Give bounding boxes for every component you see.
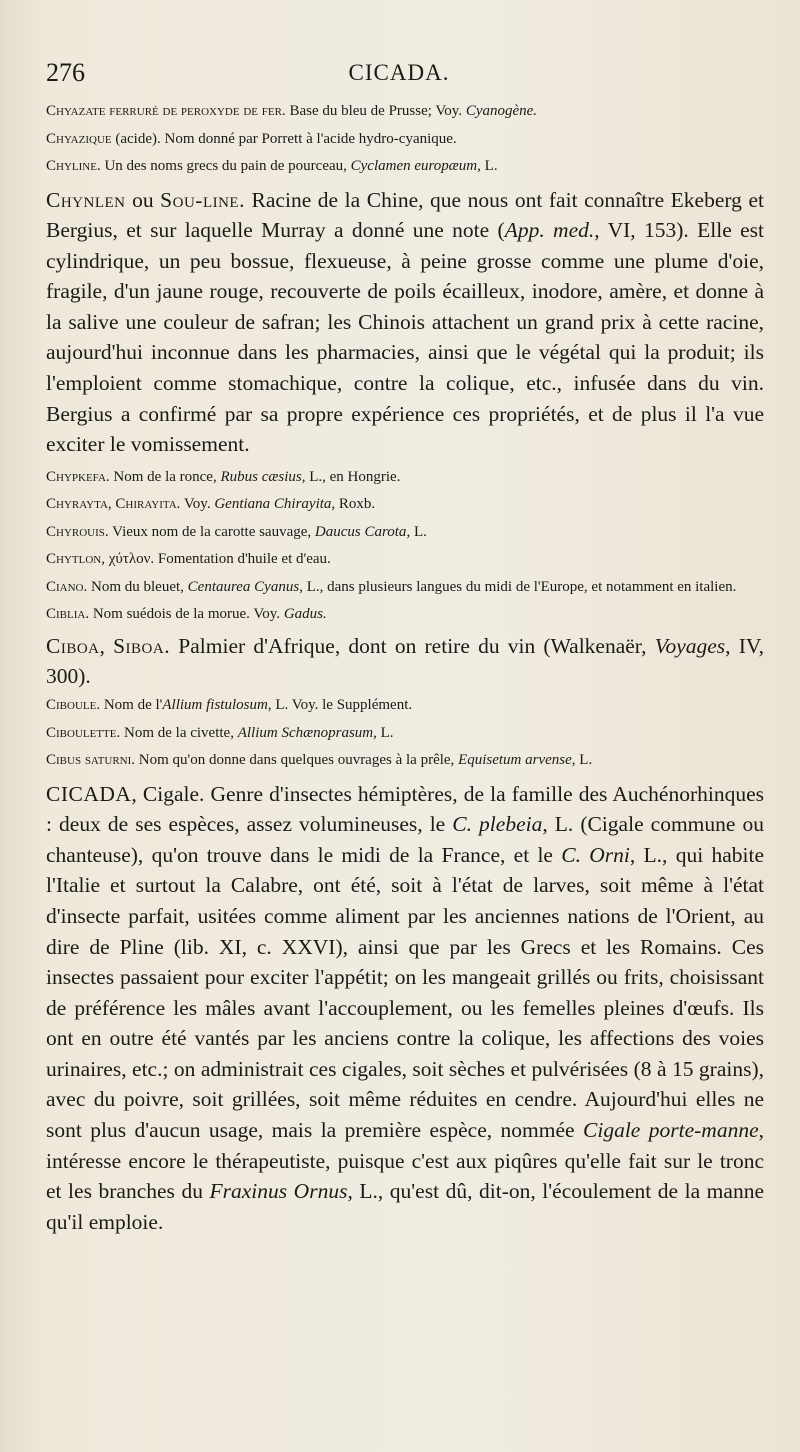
entry-ciano xyxy=(46,576,764,600)
entry-italic: Voyages xyxy=(654,633,726,658)
entry-headword-alt: Siboa. xyxy=(113,633,171,658)
entry-chyrouis xyxy=(46,521,764,545)
entry-italic: Gentiana Chirayita xyxy=(214,496,332,513)
entry-headword: Chypkefa. xyxy=(46,468,110,485)
entry-italic: Equisetum arvense xyxy=(458,752,572,769)
entry-text: Nom suédois de la morue. Voy. xyxy=(89,606,284,623)
entry-text: , L. xyxy=(571,752,593,769)
entry-headword: Chynlen xyxy=(46,187,126,212)
entry-headword: Ciboule. xyxy=(46,697,101,714)
entry-headword: CICADA xyxy=(46,781,132,806)
entry-ciboa xyxy=(46,631,764,692)
entry-italic: Fraxinus Ornus xyxy=(209,1179,348,1204)
entry-headword-alt: Sou-line. xyxy=(160,187,245,212)
entry-text: , xyxy=(99,633,114,658)
entry-italic: Allium fistulosum xyxy=(162,697,268,714)
entry-headword: Chyrouis. xyxy=(46,523,109,540)
entry-headword: Chyline. xyxy=(46,158,101,174)
entry-text: , L. xyxy=(373,724,394,741)
entry-headword-alt: Chirayita. xyxy=(115,496,181,513)
entry-text: Un des noms grecs du pain de pourceau, xyxy=(100,158,351,174)
entry-headword: Ciano. xyxy=(46,578,88,595)
entry-cibus-saturni xyxy=(46,749,764,773)
entry-text: , Cigale. Genre d'insectes hémiptères, de la famille des Auchénorhinques : deux de ses espèces, assez volumineuses, le xyxy=(46,781,764,837)
entry-italic: C. Orni xyxy=(561,842,630,867)
entry-italic: Gadus. xyxy=(283,606,327,623)
entry-headword: Chyazique xyxy=(46,130,112,147)
entry-text: , L. xyxy=(406,523,427,540)
entry-text: Palmier d'Afrique, dont on retire du vin (Walkenaër, xyxy=(170,633,655,658)
entry-text: , VI, 153). Elle est cylindrique, un peu bossue, flexueuse, à peine grosse comme une plume d'oie, fragile, d'un jaune rouge, recouverte de poils écailleux, inodore, amère, et donne à la salive une couleur de safran; les Chinois attachent un grand prix à cette racine, aujourd'hui inconnue dans les pharmacies, ainsi que le végétal qui la produit; ils l'emploient comme stomachique, contre la colique, etc., infusée dans du vin. Bergius a confirmé par sa propre expérience ces propriétés, et de plus il l'a vue exciter le vomissement. xyxy=(46,218,765,457)
entry-italic: Daucus Carota xyxy=(314,523,407,540)
entry-text: (acide). Nom donné par Porrett à l'acide hydro-cyanique. xyxy=(111,130,457,147)
running-head: CICADA. xyxy=(348,60,450,85)
entry-text: , L., en Hongrie. xyxy=(301,468,401,485)
entry-italic: Allium Schænoprasum xyxy=(237,724,374,741)
entry-text: Nom de la civette, xyxy=(120,724,238,741)
entry-text: . Fomentation d'huile et d'eau. xyxy=(150,551,331,568)
entry-italic: App. med. xyxy=(504,218,595,243)
entry-italic: Rubus cæsius xyxy=(220,468,302,485)
page-header xyxy=(46,58,752,92)
entry-italic: Cyanogène. xyxy=(465,103,538,119)
entry-chyrayta xyxy=(46,493,764,517)
entry-ciboule xyxy=(46,694,764,718)
entry-italic: Centaurea Cyanus xyxy=(187,578,300,595)
entry-text: Racine de la Chine, que nous ont fait connaître Ekeberg et Bergius, et sur laquelle Murray a donné une note ( xyxy=(46,187,765,243)
entry-headword: Chyazate ferruré de peroxyde de fer. xyxy=(46,103,286,119)
entry-italic: C. plebeia xyxy=(452,812,543,837)
entry-text: Nom qu'on donne dans quelques ouvrages à la prêle, xyxy=(135,752,459,769)
entry-text: , intéresse encore le thérapeutiste, puisque c'est aux piqûres qu'elle fait sur le tronc et les branches du xyxy=(46,1118,764,1204)
entry-greek: χύτλον xyxy=(104,551,151,568)
entry-italic: Cyclamen europæum xyxy=(350,158,478,174)
entry-text: Nom de l' xyxy=(100,697,163,714)
entry-ciblia xyxy=(46,603,764,627)
entry-ciboulette xyxy=(46,722,764,746)
entry-cicada xyxy=(46,779,764,1238)
entry-chynlen xyxy=(46,185,764,460)
entry-italic: Cigale porte-manne xyxy=(583,1118,759,1143)
entry-text: Nom du bleuet, xyxy=(87,578,188,595)
page-number: 276 xyxy=(46,58,85,87)
entry-text: , L., qu'est dû, dit-on, l'écoulement de la manne qu'il emploie. xyxy=(46,1179,764,1234)
entry-text: , L., dans plusieurs langues du midi de l'Europe, et notamment en italien. xyxy=(299,578,737,595)
entry-text: ou xyxy=(125,187,161,212)
entry-headword: Cibus saturni. xyxy=(46,752,136,769)
entry-headword: Ciboulette. xyxy=(46,724,121,741)
entry-text: , L., qui habite l'Italie et surtout la Calabre, ont été, soit à l'état de larves, soit même à l'état d'insecte parfait, usitées comme aliment par les anciennes nations de l'Orient, au dire de Pline (lib. XI, c. XXVI), ainsi que par les Grecs et les Romains. Ces insectes passaient pour exciter l'appétit; on les mangeait grillés ou frits, choisissant de préférence les mâles avant l'accouplement, ou les femelles pleines d'œufs. Ils ont en outre été vantés par les anciens contre la colique, les affections des voies urinaires, etc.; on administrait ces cigales, soit sèches et pulvérisées (8 à 15 grains), avec du poivre, soit grillées, soit même réduites en cendre. Aujourd'hui elles ne sont plus d'aucun usage, mais la première espèce, nommée xyxy=(46,842,765,1143)
entry-chytlon xyxy=(46,548,764,572)
entry-text: Nom de la ronce, xyxy=(109,468,221,485)
entry-headword: Chytlon, xyxy=(46,551,105,568)
entry-text: , L. xyxy=(477,158,498,174)
entry-text: , Roxb. xyxy=(331,496,376,513)
entry-text: Vieux nom de la carotte sauvage, xyxy=(108,523,315,540)
entry-text: , IV, 300). xyxy=(46,633,765,689)
entry-headword: Ciblia. xyxy=(46,606,90,623)
entry-text: Voy. xyxy=(180,496,215,513)
entry-chyazate xyxy=(46,100,764,124)
entry-chyazique xyxy=(46,128,764,152)
entry-chyline xyxy=(46,155,764,179)
entry-headword: Chyrayta xyxy=(46,496,108,513)
entry-text: , xyxy=(107,496,116,513)
entry-text: , L. (Cigale commune ou chanteuse), qu'on trouve dans le midi de la France, et le xyxy=(46,812,765,867)
entry-chypkefa xyxy=(46,466,764,490)
entry-text: , L. Voy. le Supplément. xyxy=(267,697,413,714)
entry-headword: Ciboa xyxy=(46,633,100,658)
entry-text: Base du bleu de Prusse; Voy. xyxy=(285,103,466,119)
dictionary-body xyxy=(46,100,764,1239)
